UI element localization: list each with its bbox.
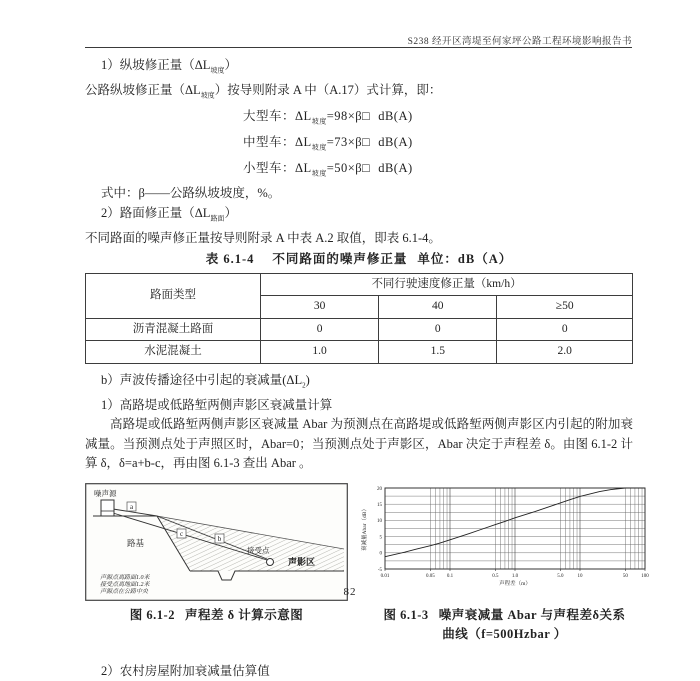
segment-c-label: c (180, 530, 183, 538)
figure-path-difference (85, 483, 348, 626)
value-cell: 1.5 (379, 341, 497, 364)
subscript: 坡度 (312, 144, 327, 152)
table-unit: 单位：dB（A） (417, 252, 512, 266)
figure2-caption: 图 6.1-3 噪声衰减量 Abar 与声程差δ关系 曲线（f=500Hzbar ） (358, 606, 651, 645)
svg-text:50: 50 (623, 574, 629, 579)
value-cell: 2.0 (497, 341, 633, 364)
receiver-label: 接受点 (247, 545, 270, 555)
path-difference-diagram (85, 483, 348, 601)
figure1-caption: 图 6.1-2 声程差 δ 计算示意图 (85, 606, 348, 626)
segment-b-label: b (218, 535, 222, 543)
svg-text:100: 100 (641, 574, 649, 579)
figure-note-3: 声源点在公路中央 (100, 587, 149, 595)
table-corner-header: 路面类型 (86, 273, 261, 318)
item-pavement-correction: 2）路面修正量$(\Delta L_{路面})$ (85, 204, 633, 229)
roadbed-label: 路基 (127, 538, 145, 548)
value-cell: 0 (261, 318, 379, 341)
figure2-number: 图 6.1-3 (384, 608, 429, 622)
svg-text:20: 20 (377, 486, 383, 491)
value-cell: 0 (497, 318, 633, 341)
figure-note-1: 声源点离路面1.0米 (100, 573, 151, 581)
svg-text:-5: -5 (378, 567, 383, 572)
figure1-number: 图 6.1-2 (130, 608, 175, 622)
svg-text:15: 15 (377, 503, 383, 508)
receiver-point (267, 558, 274, 565)
formula-small-vehicle: 小型车：$\Delta L_{坡度}=50\times\beta□$ dB(A) (85, 158, 633, 184)
page-number: 82 (0, 586, 700, 598)
segment-a-label: a (130, 503, 134, 511)
abar-curve-chart (358, 483, 651, 601)
formula-large-vehicle: 大型车：$\Delta L_{坡度}=98\times\beta□$ dB(A) (85, 106, 633, 132)
subscript: 坡度 (312, 118, 327, 126)
item-shadow-zone-calc: 1）高路堤或低路堑两侧声影区衰减量计算 (85, 396, 633, 416)
subscript: 坡度 (210, 67, 224, 75)
report-header-title: S238 经开区湾堤至何家坪公路工程环境影响报告书 (85, 33, 632, 47)
subscript: 坡度 (201, 92, 215, 100)
pavement-type-cell: 沥青混凝土路面 (86, 318, 261, 341)
shadow-zone-label: 声影区 (288, 556, 315, 567)
formula-medium-vehicle: 中型车：$\Delta L_{坡度}=73\times\beta□$ dB(A) (85, 132, 633, 158)
speed-header: 30 (261, 296, 379, 319)
speed-header: ≥50 (497, 296, 633, 319)
noise-source-box (101, 500, 114, 516)
pavement-correction-table (85, 273, 633, 364)
svg-text:0: 0 (380, 551, 383, 556)
table-group-header: 不同行驶速度修正量（km/h） (261, 273, 633, 296)
table-row (86, 318, 633, 341)
svg-text:10: 10 (377, 519, 383, 524)
header-divider (85, 47, 632, 48)
item-village-houses: 2）农村房屋附加衰减量估算值 (85, 662, 633, 681)
subscript: 2 (302, 381, 306, 389)
subscript: 坡度 (312, 170, 327, 178)
svg-text:5: 5 (380, 535, 383, 540)
figure-abar-curve (358, 483, 651, 645)
svg-text:0.05: 0.05 (426, 574, 435, 579)
pavement-type-cell: 水泥混凝土 (86, 341, 261, 364)
table-row (86, 341, 633, 364)
svg-text:衰减量Abar（dB）: 衰减量Abar（dB） (360, 506, 368, 551)
speed-header: 40 (379, 296, 497, 319)
svg-text:0.1: 0.1 (447, 574, 454, 579)
pavement-intro-line: 不同路面的噪声修正量按导则附录 A 中表 A.2 取值，即表 6.1-4。 (85, 229, 633, 249)
svg-text:0.5: 0.5 (492, 574, 499, 579)
item-propagation-attenuation: b）声波传播途径中引起的衰减量$(\Delta L_2)$ (85, 371, 633, 396)
formula-where-note: 式中：β——公路纵坡坡度，%。 (85, 184, 633, 204)
subscript: 路面 (210, 214, 224, 222)
table-title (85, 250, 633, 270)
svg-text:1.0: 1.0 (512, 574, 519, 579)
table-number: 表 6.1-4 (206, 252, 255, 266)
figure-row (85, 483, 633, 645)
svg-text:0.01: 0.01 (381, 574, 390, 579)
noise-source-label: 噪声源 (94, 488, 117, 498)
figure-note-2: 接受点离地面1.2米 (100, 580, 151, 588)
shadow-zone-paragraph: 高路堤或低路堑两侧声影区衰减量 Abar 为预测点在高路堤或低路堑两侧声影区内引起的附加衰减量。当预测点处于声照区时，Abar=0；当预测点处于声影区，Abar 决定于声程差 δ。由图 6.1-2 计算 δ，δ=a+b-c，再由图 6.1-3 查出 Abar 。 (85, 415, 633, 474)
value-cell: 1.0 (261, 341, 379, 364)
item-slope-correction: 1）纵坡修正量$(\Delta L_{坡度})$ (85, 56, 633, 81)
svg-text:5.0: 5.0 (557, 574, 564, 579)
svg-text:声程差（m）: 声程差（m） (499, 579, 531, 587)
value-cell: 0 (379, 318, 497, 341)
svg-text:10: 10 (578, 574, 584, 579)
slope-intro-line: 公路纵坡修正量$(\Delta L_{坡度})$按导则附录 A 中（A.17）式计算，即： (85, 81, 633, 106)
table-title-text: 不同路面的噪声修正量 (272, 252, 407, 266)
